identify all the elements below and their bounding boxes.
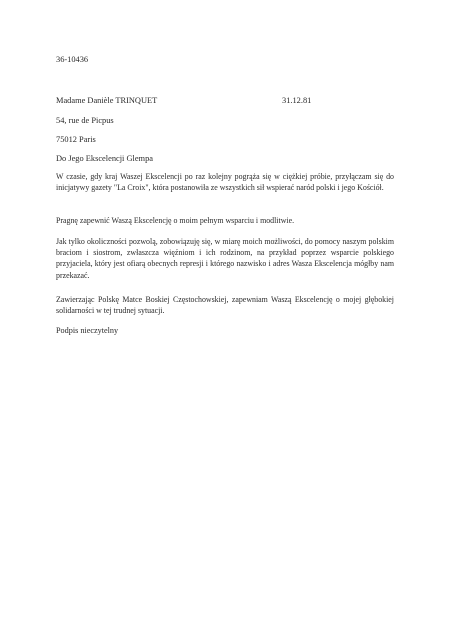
document-reference: 36-10436 xyxy=(56,55,89,64)
salutation: Do Jego Ekscelencji Glempa xyxy=(56,154,153,163)
paragraph-3: Jak tylko okoliczności pozwolą, zobowiązuję się, w miarę moich możliwości, do pomocy naszym polskim braciom i siostrom, zwłaszcza więźniom i ich rodzinom, na przykład poprzez wsparcie polskiego przyjaciela, który jest ofiarą obecnych represji i którego nazwisko i adres Wasza Ekscelencja mógłby nam przekazać. xyxy=(56,237,394,280)
paragraph-1: W czasie, gdy kraj Waszej Ekscelencji po raz kolejny pogrąża się w ciężkiej próbie, przyłączam się do inicjatywy gazety "La Croix", która postanowiła ze wszystkich sił wspierać naród polski i jego Kościół. xyxy=(56,172,394,193)
address-street: 54, rue de Picpus xyxy=(56,116,114,125)
letter-header xyxy=(56,96,394,105)
sender-name: Madame Danièle TRINQUET xyxy=(56,96,158,105)
letter-date: 31.12.81 xyxy=(282,96,312,105)
signature-note: Podpis nieczytelny xyxy=(56,326,119,335)
paragraph-2: Pragnę zapewnić Waszą Ekscelencję o moim pełnym wsparciu i modlitwie. xyxy=(56,216,295,225)
address-city: 75012 Paris xyxy=(56,135,96,144)
paragraph-4: Zawierzając Polskę Matce Boskiej Częstochowskiej, zapewniam Waszą Ekscelencję o mojej głębokiej solidarności w tej trudnej sytuacji. xyxy=(56,295,394,316)
